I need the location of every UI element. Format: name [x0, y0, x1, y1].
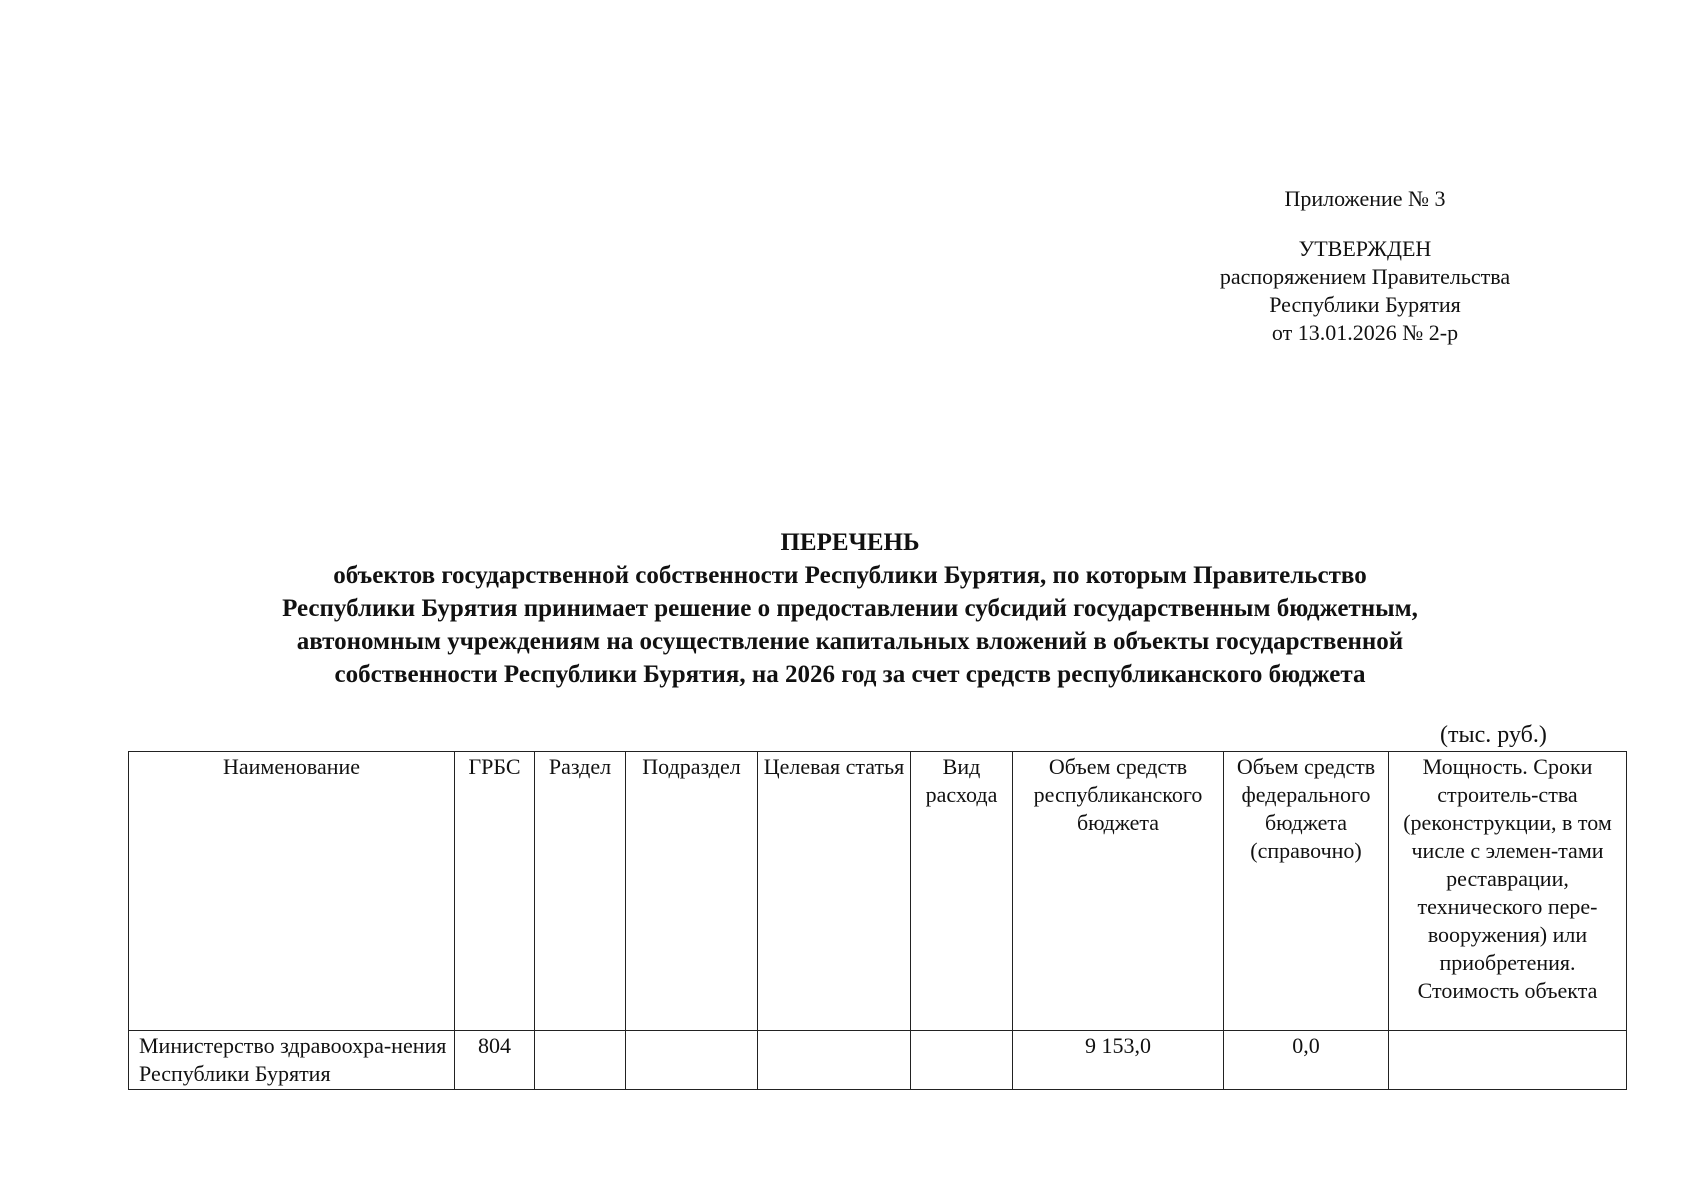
cell-federal-budget: 0,0: [1224, 1031, 1389, 1090]
document-title: [180, 526, 1520, 691]
cell-section: [535, 1031, 626, 1090]
header-target-article: Целевая статья: [758, 752, 911, 1031]
title-line-3: автономным учреждениям на осуществление капитальных вложений в объекты государственной: [296, 628, 1404, 655]
table-row: [129, 1031, 1627, 1090]
header-capacity: Мощность. Сроки строитель-ства (реконструкции, в том числе с элемен-тами реставрации, технического пере-вооружения) или приобретения. Стоимость объекта: [1389, 752, 1627, 1031]
table-header-row: [129, 752, 1627, 1031]
title-heading: ПЕРЕЧЕНЬ: [780, 529, 920, 556]
header-section: Раздел: [535, 752, 626, 1031]
header-federal-budget: Объем средств федерального бюджета (справочно): [1224, 752, 1389, 1031]
cell-subsection: [626, 1031, 758, 1090]
header-expense-type: Вид расхода: [911, 752, 1013, 1031]
units-label: (тыс. руб.): [1440, 722, 1547, 748]
approved-by-line-2: Республики Бурятия: [1269, 292, 1461, 317]
title-line-2: Республики Бурятия принимает решение о предоставлении субсидий государственным бюджетным,: [282, 595, 1418, 622]
cell-expense-type: [911, 1031, 1013, 1090]
approval-date-number: от 13.01.2026 № 2-р: [1271, 320, 1459, 345]
title-line-4: собственности Республики Бурятия, на 2026 год за счет средств республиканского бюджета: [334, 661, 1366, 688]
approved-by-line-1: распоряжением Правительства: [1219, 264, 1511, 289]
appendix-number: Приложение № 3: [1284, 186, 1446, 211]
header-subsection: Подраздел: [626, 752, 758, 1031]
header-name: Наименование: [129, 752, 455, 1031]
approved-label: УТВЕРЖДЕН: [1298, 236, 1432, 261]
objects-table: [128, 751, 1627, 1090]
cell-capacity: [1389, 1031, 1627, 1090]
title-line-1: объектов государственной собственности Республики Бурятия, по которым Правительство: [333, 562, 1367, 589]
approval-block: [1210, 185, 1520, 347]
cell-target-article: [758, 1031, 911, 1090]
cell-republic-budget: 9 153,0: [1013, 1031, 1224, 1090]
cell-name: Министерство здравоохра-нения Республики Бурятия: [129, 1031, 455, 1090]
cell-grbs: 804: [455, 1031, 535, 1090]
header-republic-budget: Объем средств республиканского бюджета: [1013, 752, 1224, 1031]
header-grbs: ГРБС: [455, 752, 535, 1031]
